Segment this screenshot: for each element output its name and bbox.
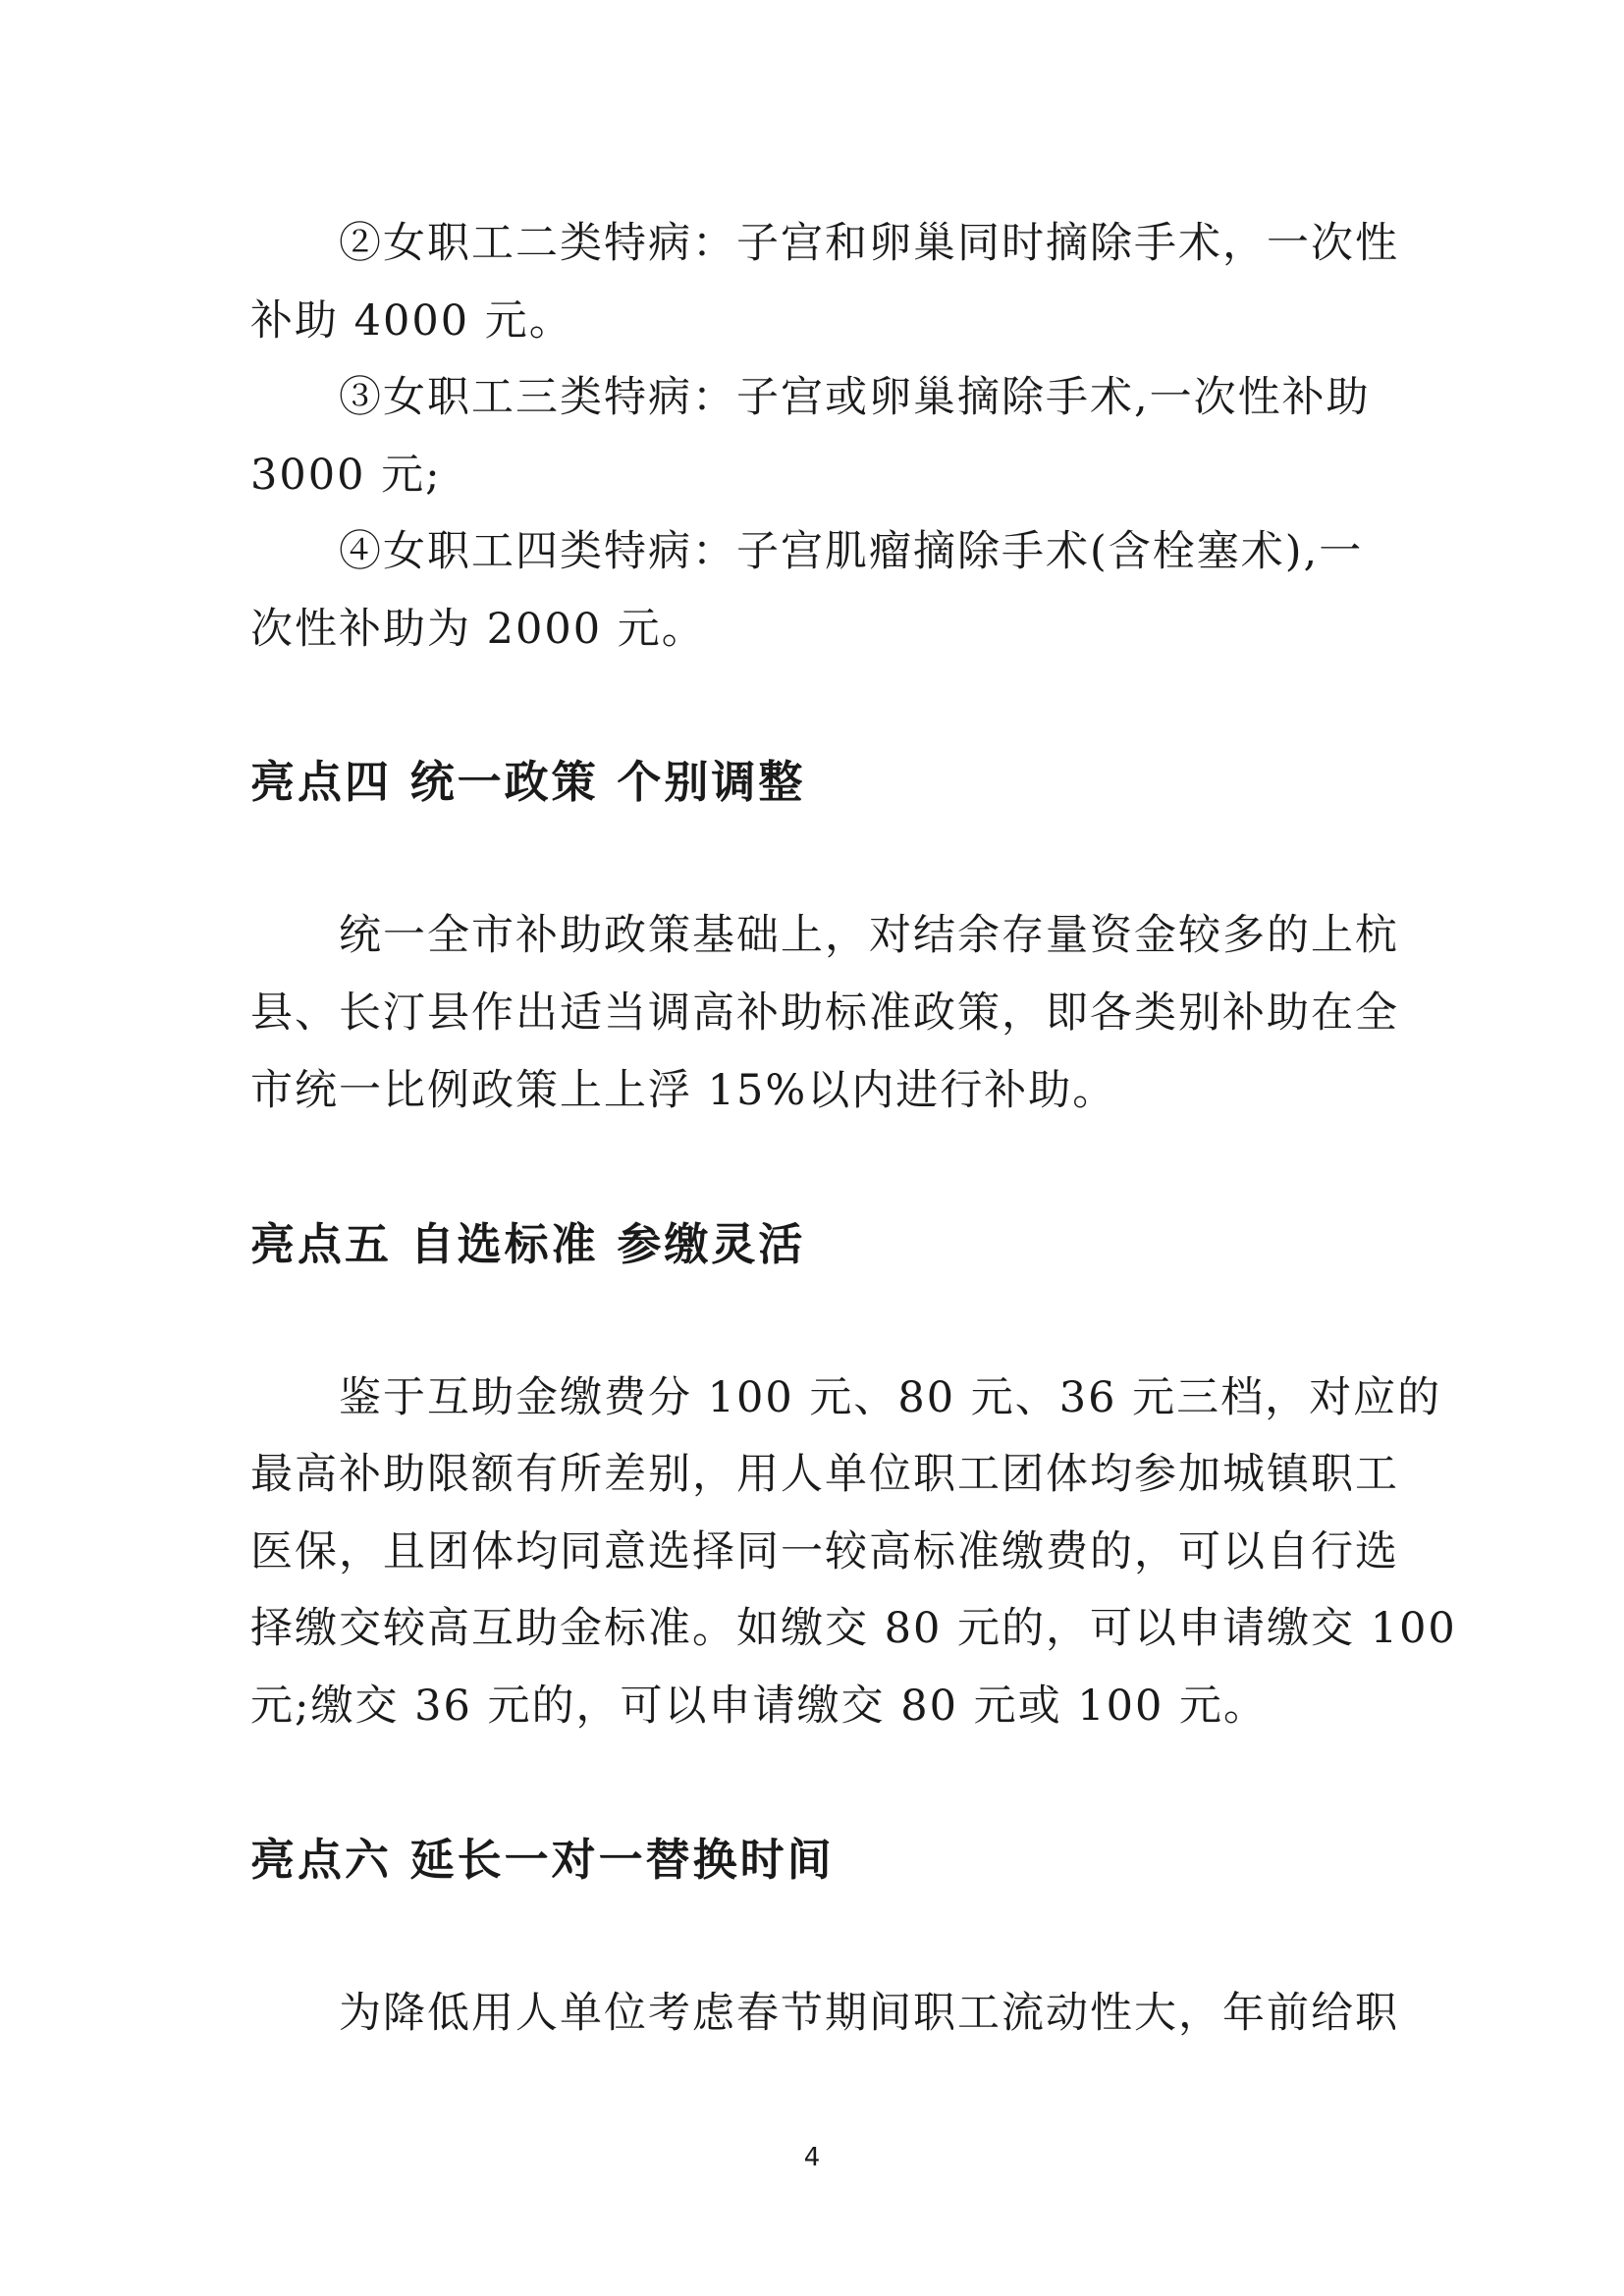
paragraph-line: 统一全市补助政策基础上，对结余存量资金较多的上杭 (339, 911, 1399, 960)
paragraph-line: ③女职工三类特病：子宫或卵巢摘除手术,一次性补助 (339, 373, 1371, 422)
paragraph-line: 鉴于互助金缴费分 100 元、80 元、36 元三档，对应的 (339, 1373, 1442, 1422)
section-heading-5: 亮点五 自选标准 参缴灵活 (250, 1218, 806, 1270)
paragraph-line: 最高补助限额有所差别，用人单位职工团体均参加城镇职工 (250, 1450, 1399, 1499)
paragraph-line: 元;缴交 36 元的，可以申请缴交 80 元或 100 元。 (250, 1682, 1269, 1731)
section-heading-4: 亮点四 统一政策 个别调整 (250, 756, 806, 808)
paragraph-line: 次性补助为 2000 元。 (250, 605, 706, 654)
paragraph-line: ④女职工四类特病：子宫肌瘤摘除手术(含栓塞术),一 (339, 527, 1364, 576)
page-number: 4 (803, 2143, 821, 2172)
section-heading-6: 亮点六 延长一对一替换时间 (250, 1834, 835, 1886)
paragraph-line: 市统一比例政策上上浮 15%以内进行补助。 (250, 1066, 1117, 1115)
paragraph-line: 补助 4000 元。 (250, 296, 573, 346)
paragraph-line: 3000 元; (250, 451, 442, 500)
paragraph-line: 医保，且团体均同意选择同一较高标准缴费的，可以自行选 (250, 1527, 1399, 1576)
paragraph-line: ②女职工二类特病：子宫和卵巢同时摘除手术，一次性 (339, 219, 1399, 268)
paragraph-line: 县、长汀县作出适当调高补助标准政策，即各类别补助在全 (250, 988, 1399, 1038)
paragraph-line: 择缴交较高互助金标准。如缴交 80 元的，可以申请缴交 100 (250, 1604, 1457, 1653)
paragraph-line: 为降低用人单位考虑春节期间职工流动性大，年前给职 (339, 1989, 1399, 2038)
